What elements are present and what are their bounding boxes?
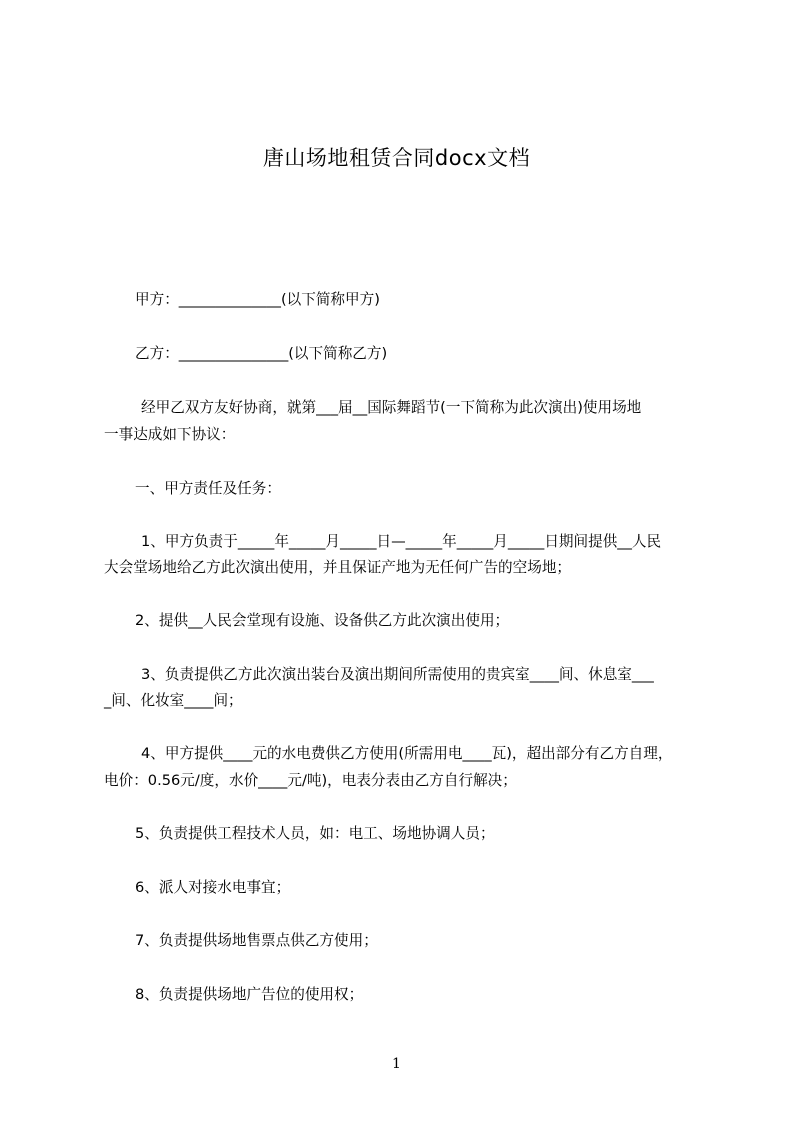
clause-3-line-1: 3、负责提供乙方此次演出装台及演出期间所需使用的贵宾室____间、休息室___ [141,666,654,683]
clause-4-line-2: 电价：0.56元/度，水价____元/吨)，电表分表由乙方自行解决； [104,772,517,789]
clause-6: 6、派人对接水电事宜； [135,879,291,896]
party-a-line: 甲方：______________(以下简称甲方) [135,291,380,308]
clause-1-line-2: 大会堂场地给乙方此次演出使用，并且保证产地为无任何广告的空场地； [104,559,572,576]
clause-7: 7、负责提供场地售票点供乙方使用； [135,932,378,949]
clause-8: 8、负责提供场地广告位的使用权； [135,986,364,1003]
clause-5: 5、负责提供工程技术人员，如：电工、场地协调人员； [135,825,495,842]
party-b-line: 乙方：_______________(以下简称乙方) [135,345,388,362]
page-number: 1 [392,1056,401,1072]
clause-1-line-1: 1、甲方负责于_____年_____月_____日—_____年_____月_____日期间提供__人民 [141,533,662,550]
clause-4-line-1: 4、甲方提供____元的水电费供乙方使用(所需用电____瓦)，超出部分有乙方自理， [141,745,673,762]
section-heading: 一、甲方责任及任务： [135,480,281,497]
intro-line-1: 经甲乙双方友好协商，就第___届__国际舞蹈节(一下简称为此次演出)使用场地 [141,399,642,416]
clause-2: 2、提供__人民会堂现有设施、设备供乙方此次演出使用； [135,612,510,629]
intro-line-2: 一事达成如下协议： [104,426,236,443]
document-title: 唐山场地租赁合同docx文档 [262,146,531,170]
clause-3-line-2: _间、化妆室____间； [104,692,243,709]
